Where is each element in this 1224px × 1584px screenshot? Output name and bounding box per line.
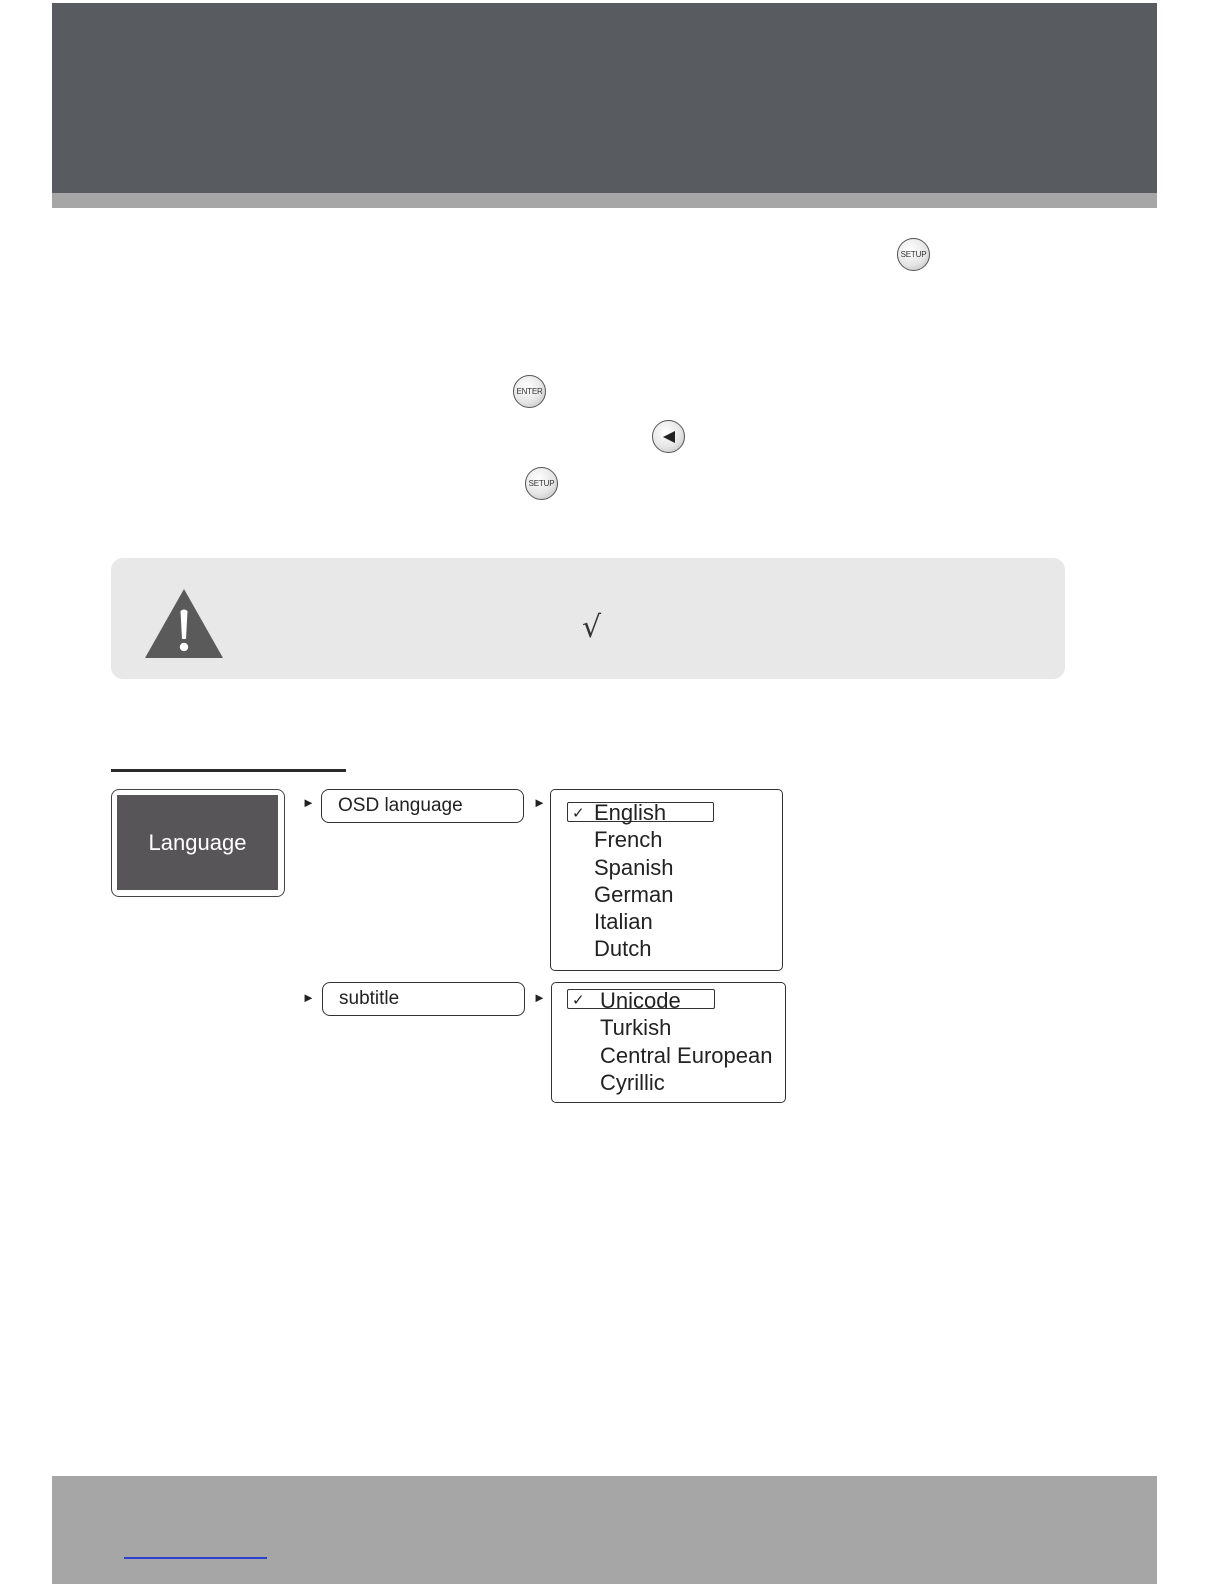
check-icon: ✓ — [572, 805, 585, 822]
option-dutch: Dutch — [594, 936, 652, 961]
check-mark-symbol: √ — [582, 610, 602, 645]
footer-band — [52, 1476, 1157, 1584]
setup-button-icon: SETUP — [897, 238, 930, 271]
arrow-icon: ► — [302, 990, 315, 1005]
option-turkish: Turkish — [600, 1015, 672, 1040]
section-underline — [111, 769, 346, 772]
header-strip — [52, 193, 1157, 208]
osd-language-item: OSD language — [321, 789, 524, 823]
option-unicode: Unicode — [600, 988, 681, 1013]
option-central-european: Central European — [600, 1043, 773, 1068]
header-band — [52, 3, 1157, 193]
footer-link-underline[interactable] — [124, 1557, 267, 1559]
option-english: English — [594, 800, 667, 825]
arrow-icon: ► — [533, 795, 546, 810]
option-french: French — [594, 827, 663, 852]
setup-button-icon-2: SETUP — [525, 467, 558, 500]
option-cyrillic: Cyrillic — [600, 1070, 665, 1095]
left-arrow-button-icon — [652, 420, 685, 453]
check-icon: ✓ — [572, 992, 585, 1009]
subtitle-item: subtitle — [322, 982, 525, 1016]
enter-button-icon: ENTER — [513, 375, 546, 408]
arrow-icon: ► — [302, 795, 315, 810]
option-spanish: Spanish — [594, 855, 674, 880]
option-german: German — [594, 882, 674, 907]
language-menu-label: Language — [117, 795, 278, 890]
arrow-icon: ► — [533, 990, 546, 1005]
warning-icon — [143, 587, 225, 659]
option-italian: Italian — [594, 909, 653, 934]
